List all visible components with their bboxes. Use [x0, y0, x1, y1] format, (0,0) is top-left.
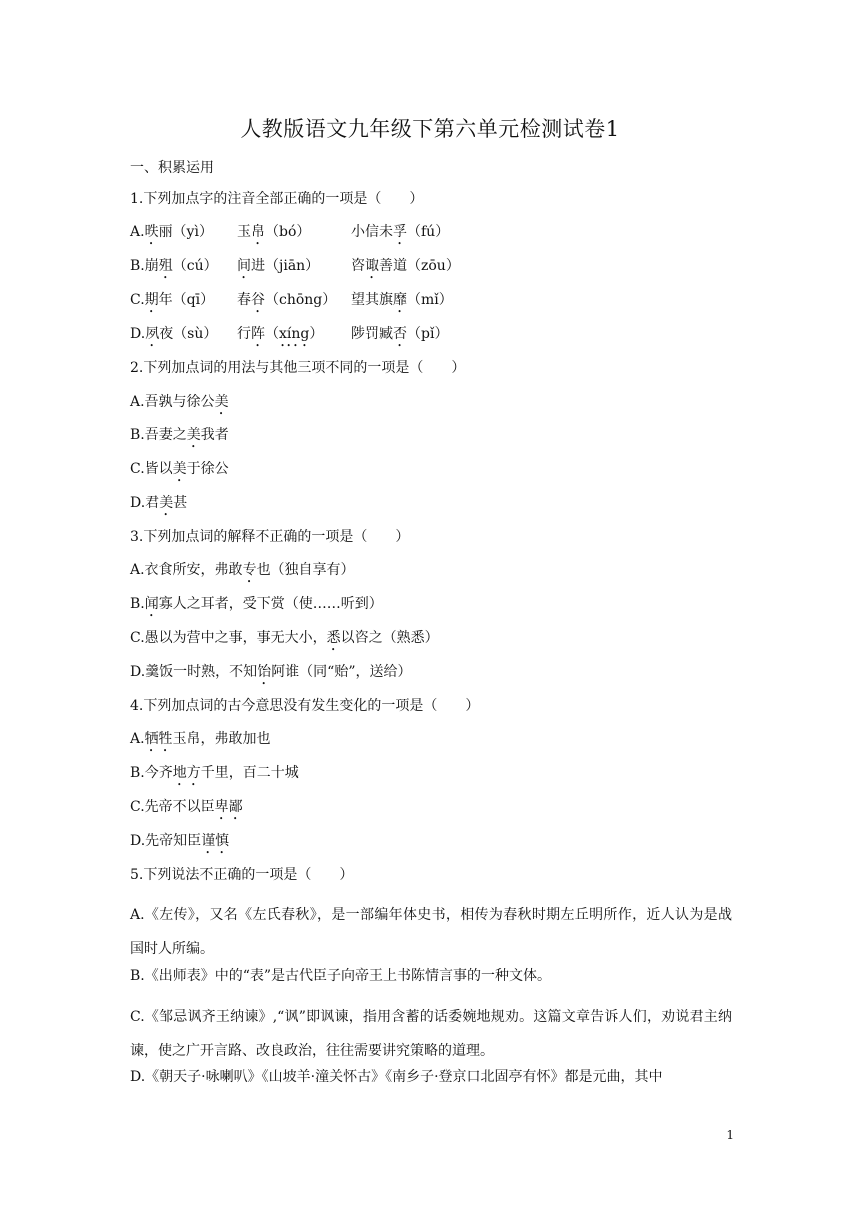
q1-option-b: B.崩殂（cú） 间进（jiān） 咨诹善道（zōu） — [130, 258, 460, 274]
q1a-text-3: 小信未孚（fú） — [351, 224, 450, 240]
q2-option-d: D.君美甚 — [130, 495, 188, 511]
q1-option-c: C.期年（qī） 春谷（chōng） 望其旗靡（mǐ） — [130, 292, 453, 308]
q2-option-b: B.吾妻之美我者 — [130, 427, 229, 443]
q4-option-d: D.先帝知臣谨慎 — [130, 833, 230, 849]
page-title: 人教版语文九年级下第六单元检测试卷1 — [240, 117, 620, 141]
q1-option-d: D.夙夜（sù） 行阵（xíng） 陟罚臧否（pǐ） — [130, 326, 449, 342]
q3-option-a: A.衣食所安，弗敢专也（独自享有） — [130, 562, 355, 578]
q4-option-b: B.今齐地方千里，百二十城 — [130, 765, 299, 781]
q5-option-c: C.《邹忌讽齐王纳谏》,“讽”即讽谏，指用含蓄的话委婉地规劝。这篇文章告诉人们，劝说君主纳谏，使之广开言路、改良政治，往往需要讲究策略的道理。 — [130, 1009, 732, 1059]
q4-option-a: A.牺牲玉帛，弗敢加也 — [130, 731, 271, 747]
q4-stem: 4.下列加点词的古今意思没有发生变化的一项是（ ） — [130, 698, 480, 714]
q1a-text-2: 玉帛（bó） — [237, 224, 311, 240]
section-heading: 一、积累运用 — [130, 160, 214, 176]
q5-option-d: D.《朝天子·咏喇叭》《山坡羊·潼关怀古》《南乡子·登京口北固亭有怀》都是元曲，其中 — [130, 1069, 663, 1085]
document-page: 人教版语文九年级下第六单元检测试卷1 一、积累运用 1.下列加点字的注音全部正确的一项是（ ） A.昳丽（yì） 玉帛（bó） 小信未孚（fú） B.崩殂（cú） 间进（jiān） 咨诹善道（zōu） C.期年（qī） 春谷（chōng） 望其旗靡（mǐ） D.夙夜（sù） 行阵（xíng） 陟罚臧否（pǐ） 2.下列加点词的用法与其他三项不同的一项是（ ） A.吾孰与徐公美 B.吾妻之美我者 C.皆以美于徐公 D.君美甚 3.下列加点词的解释不正确的一项是（ ） A.衣食所安，弗敢专也（独自享有） B.闻寡人之耳者，受下赏（使……听到） C.愚以为营中之事，事无大小，悉以咨之（熟悉） D.羹饭一时熟，不知饴阿谁（同“贻”，送给） 4.下列加点词的古今意思没有发生变化的一项是（ ） A.牺牲玉帛，弗敢加也 B.今齐地方千里，百二十城 C.先帝不以臣卑鄙 D.先帝知臣谨慎 5.下列说法不正确的一项是（ ） A.《左传》，又名《左氏春秋》，是一部编年体史书，相传为春秋时期左丘明所作，近人认为是战国时人所编。 B.《出师表》中的“表”是古代臣子向帝王上书陈情言事的一种文体。 C.《邹忌讽齐王纳谏》,“讽”即讽谏，指用含蓄的话委婉地规劝。这篇文章告诉人们，劝说君主纳谏，使之广开言路、改良政治，往往需要讲究策略的道理。 D.《朝天子·咏喇叭》《山坡羊·潼关怀古》《南乡子·登京口北固亭有怀》都是元曲，其中 1 — [0, 0, 860, 1216]
q3-option-b: B.闻寡人之耳者，受下赏（使……听到） — [130, 596, 383, 612]
q2-option-a: A.吾孰与徐公美 — [130, 394, 229, 410]
q1-stem: 1.下列加点字的注音全部正确的一项是（ ） — [130, 191, 424, 207]
q2-stem: 2.下列加点词的用法与其他三项不同的一项是（ ） — [130, 360, 466, 376]
page-number: 1 — [726, 1128, 734, 1142]
q5-option-a: A.《左传》，又名《左氏春秋》，是一部编年体史书，相传为春秋时期左丘明所作，近人认为是战国时人所编。 — [130, 907, 732, 957]
q2-option-c: C.皆以美于徐公 — [130, 461, 229, 477]
q5-option-b: B.《出师表》中的“表”是古代臣子向帝王上书陈情言事的一种文体。 — [130, 968, 552, 984]
q5-stem: 5.下列说法不正确的一项是（ ） — [130, 867, 354, 883]
q3-option-d: D.羹饭一时熟，不知饴阿谁（同“贻”，送给） — [130, 664, 412, 680]
q3-option-c: C.愚以为营中之事，事无大小，悉以咨之（熟悉） — [130, 630, 439, 646]
q3-stem: 3.下列加点词的解释不正确的一项是（ ） — [130, 529, 410, 545]
q4-option-c: C.先帝不以臣卑鄙 — [130, 799, 243, 815]
